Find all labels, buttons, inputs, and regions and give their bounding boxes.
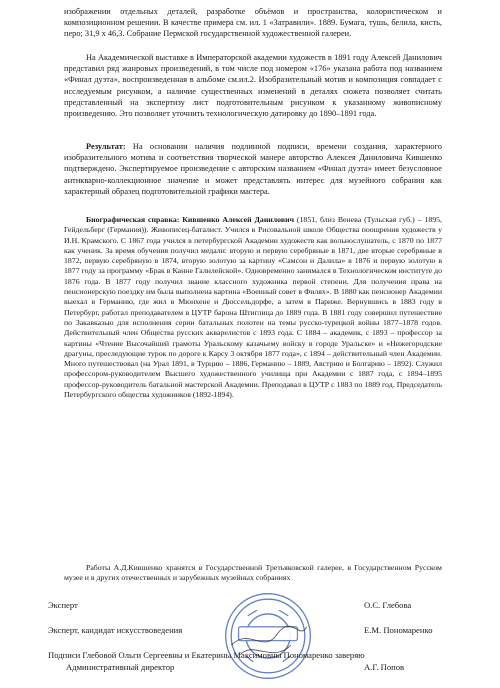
- paragraph-result: [64, 141, 442, 197]
- signature-expert-label: Эксперт: [48, 600, 78, 610]
- result-text: На основании наличия подлинной подписи, времени создания, характерного изобразительного мотива и соответствия творческой манере авторство Алексея Даниловича Кившенко подтверждено. Экспертируемое произведение с авторским названием «Финал дуэта» имеет безусловное антикварно-коллекционное значение и может представлять интерес для музейного собрания как характерный образец подготовительной графики мастера.: [64, 142, 442, 196]
- paragraph-biography: [64, 215, 442, 400]
- signature-admin-name: А.Г. Попов: [364, 662, 405, 672]
- signature-confirm-line: Подписи Глебовой Ольги Сергеевны и Екатерины Максимовны Пономаренко заверяю: [48, 650, 365, 660]
- paragraph-collections: Работы А.Д.Кившенко хранятся в Государственной Третьяковской галерее, в Государственном Русском музее и в других отечественных и зарубежных музейных собраниях: [64, 563, 442, 583]
- signature-expert2-label: Эксперт, кандидат искусствоведения: [48, 625, 183, 635]
- biography-label: Биографическая справка: Кившенко Алексей Данилович: [86, 215, 294, 224]
- expertise-stamp-icon: [222, 590, 314, 682]
- signature-admin-label: Административный директор: [66, 662, 175, 672]
- signature-expert2-name: Е.М. Пономаренко: [364, 625, 433, 635]
- result-label: Результат:: [86, 142, 126, 151]
- paragraph-academic-exhibition: На Академической выставке в Императорской академии художеств в 1891 году Алексей Данилович представил ряд жанровых произведений, в том числе под номером «176» указана работа под названием «Финал дуэта», воспроизведенная в альбоме см.ил.2. Изобразительный мотив и композиция совпадает с исследуемым рисунком, а наличие существенных изменений в деталях сюжета позволяет считать представленный на экспертизу лист подготовительным рисунком к указанному живописному произведению. Это позволяет уточнить технологическую датировку до 1890–1891 года.: [64, 53, 442, 119]
- paragraph-materials: изображении отдельных деталей, разработке объёмов и пространства, колористическом и композиционном решении. В качестве примера см. ил. 1 «Затравили». 1889. Бумага, тушь, белила, кисть, перо; 31,9 х 46,3. Собрание Пермской государственной художественной галереи.: [64, 7, 442, 39]
- biography-text: (1851, близ Венева (Тульская губ.) – 1895, Гейдельберг (Германия)). Живописец-баталист. Учился в Рисовальной школе Общества поощрения художеств у И.Н. Крамского. С 1867 года учился в петербургской Академии художеств как вольнослушатель, с 1870 по 1877 как ученик. За время обучения получил медали: вторую и первую серебряные в 1871, две вторые серебряные в 1872, первую серебряную в 1874, вторую золотую за картину «Самсон и Далила» в 1876 и первую золотую в 1877 году за программу «Брак в Канне Галилейской». Одновременно занимался в Технологическом институте до 1876 года. В 1877 году получил звание классного художника первой степени. Для получения права на пенсионерскую поездку им была выполнена картина «Военный совет в Филях». В 1880 как пенсионер Академии выехал в Германию, где жил в Мюнхене и Дюссельдорфе, а затем в Париже. Вернувшись в 1883 году в Петербург, работал преподавателем в ЦУТР барона Штиглица до 1889 года. В 1881 году совершил путешествие по Закавказью для исполнения серии батальных полотен на темы русско-турецкой войны 1877–1878 годов. Действительный член Общества русских акварелистов с 1893 года. С 1884 – академик, с 1893 – профессор за картины «Чтение Высочайшей грамоты Уральскому казачьему войску в городе Уральске» и «Нижегородские драгуны, преследующие турок по дороге к Карсу 3 октября 1877 года», с 1894 – действительный член Академии. Много путешествовал (на Урал 1891, в Турцию – 1886, Германию – 1889, Австрию и Болгарию – 1892). Служил профессором-руководителем Высшего художественного училища при Академии с 1887 года, с 1894–1895 профессор-руководитель батальной мастерской Академии. Преподавал в ЦУТР с 1883 по 1889 год. Председатель Петербургского общества художников (1892-1894).: [64, 215, 442, 400]
- signature-expert-name: О.С. Глебова: [364, 600, 412, 610]
